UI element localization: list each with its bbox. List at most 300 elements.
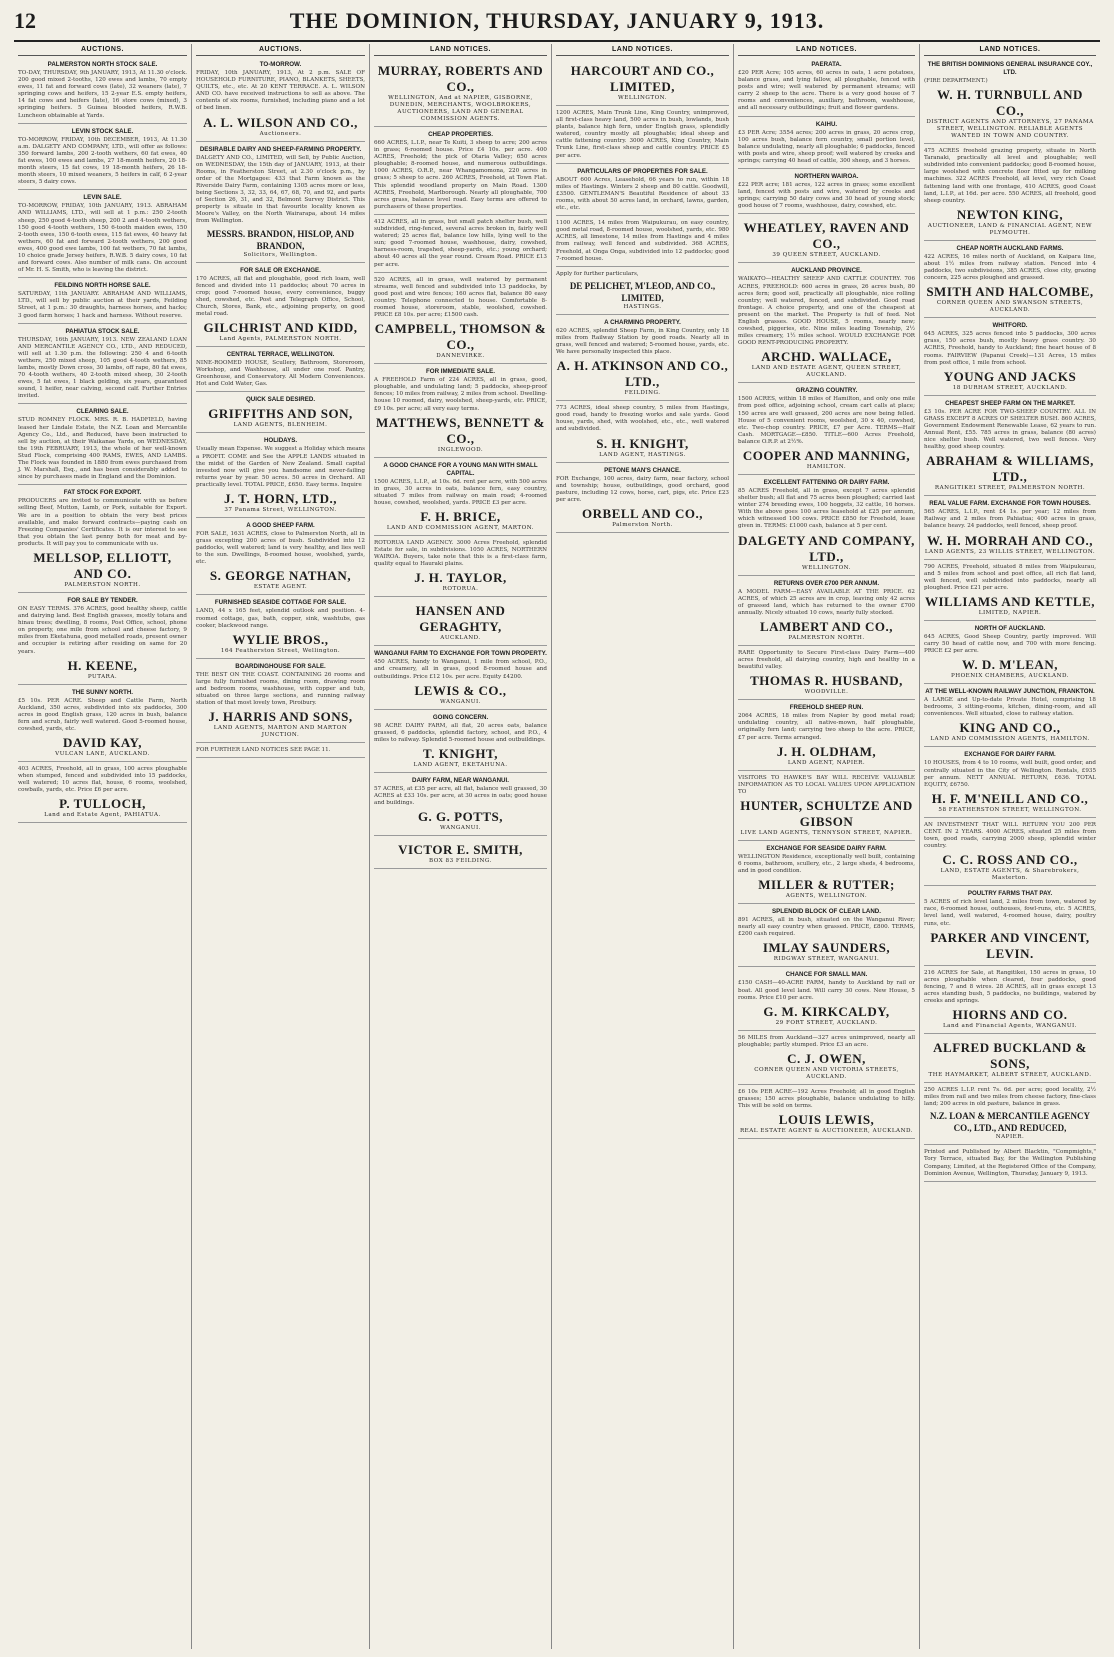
ad-address: 164 Featherston Street, Wellington. [220, 647, 341, 654]
ad-body-text: 790 ACRES, Freehold, situated 8 miles from Waipukurau, and 5 miles from school and post office, all rich flat land, well fenced, well subdivided into paddocks, nearly all ploughed. Price £21 per acre. [924, 563, 1096, 591]
ad-body-text: 57 ACRES, at £35 per acre, all flat, balance well grassed, 30 ACRES at £33 10s. per acre, at 30 acres in oats; good house and buildings. [374, 785, 547, 807]
ad-body-text: VISITORS TO HAWKE'S BAY WILL RECEIVE VALUABLE INFORMATION AS TO LOCAL VALUES UPON APPLICATION TO [738, 774, 915, 795]
ad-address: PHOENIX CHAMBERS, AUCKLAND. [950, 673, 1070, 680]
ad-address: LAND AND ESTATE AGENT, QUEEN STREET, AUCKLAND. [751, 365, 902, 379]
ad-address: ESTATE AGENT. [253, 584, 308, 591]
ad-address: Auctioneers. [259, 130, 302, 137]
advertisement [18, 126, 187, 191]
ad-agent-name: IMLAY SAUNDERS, [762, 940, 891, 956]
ad-heading: THE BRITISH DOMINIONS GENERAL INSURANCE COY., LTD. [927, 61, 1093, 76]
ad-agent-name: MILLER & RUTTER; [758, 877, 895, 893]
ad-agent-name: ARCHD. WALLACE, [761, 349, 892, 365]
ad-body-text: Apply for further particulars, [556, 270, 639, 277]
ad-body-text: 1500 ACRES, L.I.P., at 10s. 6d. rent per acre, with 500 acres in grass, 30 acres in oats, balance fern, easy country, situated 7 miles from railway on main road; 4-roomed house, cowshed, woolshed, yards. PRICE £3 per acre. [374, 478, 547, 506]
ad-body-text: 56 MILES from Auckland—327 acres unimproved, nearly all ploughable; partly stumped. Price £3 an acre. [738, 1034, 915, 1048]
advertisement [374, 538, 547, 597]
ad-body-text: A FREEHOLD Farm of 224 ACRES, all in grass, good, ploughable, and undulating land; 5 paddocks, sheep-proof fences; 10 miles from railway, 2 miles from school. Dwelling-house 10 roomed, dairy, woolshed, sheep-yards, etc. PRICE, £9 10s. per acre; all very easy terms. [374, 377, 547, 412]
ad-heading: CHEAP NORTH AUCKLAND FARMS. [956, 244, 1064, 252]
ad-address: BOX 83 FEILDING. [429, 858, 492, 865]
ad-agent-name: C. J. OWEN, [787, 1050, 866, 1066]
ad-body-text: 645 ACRES, Good Sheep Country, partly improved. Will carry 50 head of cattle now, and 700 with more fencing. PRICE £2 per acre. [924, 633, 1096, 655]
ad-body-text: WELLINGTON Residence, exceptionally well built, containing 6 rooms, bathroom, scullery, etc., 2 large sheds, 4 bedrooms, and in good condition. [738, 853, 915, 875]
ad-body-text: A LARGE and Up-to-date Private Hotel, comprising 18 bedrooms, 3 sitting-rooms, kitchen, dining-room, and all conveniences. Well situated, close to railway station. [924, 697, 1096, 718]
ad-heading: PAHIATUA STOCK SALE. [65, 327, 140, 335]
ad-address: LIVE LAND AGENTS, TENNYSON STREET, NAPIER. [740, 829, 913, 836]
ad-body-text: £5 10s. PER ACRE. Sheep and Cattle Farm, North Auckland, 350 acres, subdivided into six paddocks, 300 acres in good English grass, 120 acres in bush, balance fern and scrub, fairly well watered. Good 5-roomed house, cowshed, yards, etc. [18, 697, 187, 732]
ad-agent-name: W. D. M'LEAN, [962, 657, 1058, 673]
ad-address: VULCAN LANE, AUCKLAND. [55, 751, 150, 758]
ad-agent-name: SMITH AND HALCOMBE, [926, 284, 1094, 300]
ad-heading: AT THE WELL-KNOWN RAILWAY JUNCTION, FRANKTON. [925, 688, 1095, 696]
ad-body-text: WAIKATO—HEALTHY SHEEP AND CATTLE COUNTRY. 706 ACRES, FREEHOLD: 600 acres in grass, 26 acres bush, 80 acres fern; good soil, practically all ploughable, nice rolling country; well watered, fenced, and subdivided. Good road frontage. A choice property, and one of the cheapest at present on the market. The Property is full of feed. Not English grasses. GOOD HOUSE, 5 rooms, nearly new; cowshed, piggeries, etc. Nine miles leading Township, 2½ miles creamery, 1½ miles school. WOULD EXCHANGE FOR GOOD RENT-PRODUCING PROPERTY. [738, 276, 915, 347]
advertisement [196, 661, 365, 743]
column-4 [552, 44, 734, 1649]
ad-heading: SPLENDID BLOCK OF CLEAR LAND. [772, 908, 881, 916]
advertisement [924, 398, 1096, 497]
advertisement [374, 648, 547, 709]
ad-address: 37 Panama Street, WELLINGTON. [224, 507, 337, 513]
ad-address: LAND AND COMMISSION AGENTS, HAMILTON. [930, 736, 1090, 743]
ad-body-text: TO-MORROW, FRIDAY, 10th DECEMBER, 1913, At 11.30 a.m. DALGETY AND COMPANY, LTD., will offer as follows: 350 forward lambs, 200 2-tooth wethers, 60 fat ewes, 40 fat ewes, 100 ewes and lambs, 27 18-month heifers, 20 18-month steers, 15 fat cows, 19 18-month heifers, 26 18-month steers, 10 mixed weaners, 5 heifers in calf, 6 2-year steers, 5 dairy cows. [18, 136, 187, 186]
ad-heading: LEVIN SALE. [83, 194, 122, 202]
advertisement [18, 487, 187, 593]
advertisement [374, 775, 547, 836]
advertisement [738, 969, 915, 1030]
ad-agent-name: HANSEN AND GERAGHTY, [415, 603, 506, 635]
advertisement [196, 394, 365, 433]
ad-body-text: PRODUCERS are invited to communicate with us before selling Beef, Mutton, Lamb, or Pork, suitable for Export. We are in a position to obtain the very best prices available, and make forward contracts—paying cash on Freezing Companies' Certificates. It is our interest to see that you obtain the last penny both for meat and by-products. It will pay you to communicate with us. [18, 498, 187, 547]
ad-address: AUCKLAND. [440, 635, 481, 642]
ad-address: DANNEVIRKE. [436, 353, 485, 360]
advertisement [738, 216, 915, 263]
ad-body-text: 645 ACRES, 325 acres fenced into 5 paddocks, 300 acres grass, 150 acres bush, mostly heavy grass country. 30 ACRES, Freehold, handy to Auckland; fine heart house of 8 rooms. FAIRVIEW (Papanui Creek)—131 Acres, 15 miles from post office, 1 mile from school. [924, 331, 1096, 366]
advertisement [738, 385, 915, 475]
ad-heading: RETURNS OVER £700 PER ANNUM. [773, 579, 880, 587]
ad-heading: THE SUNNY NORTH. [71, 688, 134, 696]
ad-agent-name: G. G. POTTS, [417, 809, 504, 825]
ad-heading: FEILDING NORTH HORSE SALE. [54, 282, 151, 290]
advertisement [738, 171, 915, 214]
advertisement [374, 129, 547, 215]
ad-address: WANGANUI. [439, 825, 481, 832]
advertisement [924, 623, 1096, 684]
ad-heading: KAIHU. [815, 120, 838, 128]
ad-heading: WANGANUI FARM TO EXCHANGE FOR TOWN PROPERTY. [374, 650, 547, 658]
advertisement [738, 265, 915, 383]
ad-address: PALMERSTON NORTH. [788, 634, 865, 641]
ad-address: AGENTS, WELLINGTON. [785, 893, 868, 900]
advertisement [738, 702, 915, 770]
advertisement [18, 326, 187, 405]
ad-address: 58 FEATHERSTON STREET, WELLINGTON. [938, 806, 1082, 813]
ad-body-text: LAND, 44 x 165 feet, splendid outlook and position. 4-roomed cottage, gas, bath, copper, sink, washtubs, gas cooker, blackwood range. [196, 608, 365, 629]
advertisement [556, 108, 729, 164]
ad-heading: GRAZING COUNTRY. [795, 387, 858, 395]
advertisement [374, 217, 547, 273]
ad-address: WOODVILLE. [804, 689, 849, 696]
ad-heading: HOLIDAYS. [263, 437, 298, 445]
ad-body-text: TO-MORROW, FRIDAY, 10th JANUARY, 1913. ABRAHAM AND WILLIAMS, LTD., will sell at 1 p.m.: 250 2-tooth sheep, 250 good 4-tooth sheep, 200 2 and 4-tooth wethers, 150 good 4-tooth wethers, 150 6-tooth maiden ewes, 150 2-tooth ewes, 150 6-tooth ewes, 115 fat ewes, 40 heavy fat wethers, 60 fat and forward 2-tooth wethers, 200 good ewes, 400 good ewe lambs, 100 fat wethers, 70 fat lambs, 10 choice grade Jersey heifers, R.W.B. 5 dairy cows, 10 fat and forward cows. Also number of milk cans. On account of Mr. H. S. Smith, who is leaving the district. [18, 203, 187, 274]
ad-agent-name: LOUIS LEWIS, [778, 1112, 875, 1128]
advertisement [374, 275, 547, 365]
advertisement [196, 745, 365, 758]
ad-address: LAND AGENT, HASTINGS. [599, 451, 686, 458]
ad-address: RANGITIKEI STREET, PALMERSTON NORTH. [934, 485, 1086, 492]
ad-agent-name: G. M. KIRKCALDY, [763, 1003, 890, 1019]
ad-heading: DESIRABLE DAIRY AND SHEEP-FARMING PROPERTY. [199, 145, 362, 153]
ad-address: LAND AGENTS, BLENHEIM. [233, 422, 328, 429]
ad-agent-name: MATTHEWS, BENNETT & CO., [375, 414, 546, 446]
ad-address: Land and Financial Agents, WANGANUI. [942, 1023, 1078, 1030]
ad-agent-name: HARCOURT AND CO., LIMITED, [570, 63, 715, 94]
ad-agent-name: LEWIS & CO., [414, 682, 507, 698]
ad-heading: BOARDINGHOUSE FOR SALE. [235, 662, 326, 670]
ad-body-text: 10 HOUSES, from 4 to 10 rooms, well built, good order, and centrally situated in the City of Wellington. Rentals, £935 per annum. NETT ANNUAL RETURN, £636. TOTAL EQUITY, £6750. [924, 760, 1096, 788]
ad-heading: A GOOD CHANCE FOR A YOUNG MAN WITH SMALL CAPITAL. [383, 461, 538, 477]
advertisement [196, 520, 365, 595]
ad-address: LAND AGENTS, 23 WILLIS STREET, WELLINGTON. [924, 548, 1096, 555]
ad-address: LIMITED, NAPIER. [978, 609, 1042, 616]
ad-agent-name: YOUNG AND JACKS [943, 368, 1077, 384]
advertisement [556, 269, 729, 315]
advertisement [738, 843, 915, 904]
ad-address: ROTORUA. [442, 586, 479, 593]
ad-agent-name: N.Z. LOAN & MERCANTILE AGENCY CO., LTD., AND REDUCED, [929, 1111, 1090, 1134]
ad-agent-name: MURRAY, ROBERTS AND CO., [377, 63, 544, 94]
ad-address: Land Agents, PALMERSTON NORTH. [219, 336, 342, 343]
advertisement [924, 686, 1096, 747]
ad-heading: PETONE MAN'S CHANCE. [604, 466, 681, 474]
ad-agent-name: H. F. M'NEILL AND CO., [931, 790, 1089, 806]
newspaper-title: THE DOMINION, THURSDAY, JANUARY 9, 1913. [289, 8, 825, 33]
ad-agent-name: CAMPBELL, THOMSON & CO., [374, 321, 547, 353]
ad-body-text: FRIDAY, 10th JANUARY, 1913, At 2 p.m. SALE OF HOUSEHOLD FURNITURE, PIANO, BLANKETS, SHEETS, QUILTS, etc., etc. At 20 KENT TERRACE. A. L. WILSON AND CO. have received instructions to sell as above. The contents of six rooms, furnished, including piano and a lot of bed linen. [196, 70, 365, 112]
advertisement [374, 366, 547, 457]
ad-agent-name: MELLSOP, ELLIOTT, AND CO. [33, 549, 172, 581]
masthead [14, 6, 1100, 42]
ad-heading: CLEARING SALE. [76, 408, 129, 416]
ad-agent-name: THOMAS R. HUSBAND, [750, 673, 903, 689]
ad-agent-name: MESSRS. BRANDON, HISLOP, AND BRANDON, [206, 228, 355, 251]
ad-address: LAND AND COMMISSION AGENT, MARTON. [386, 525, 535, 531]
ad-heading: EXCELLENT FATTENING OR DAIRY FARM. [763, 479, 890, 486]
ad-body-text: ON EASY TERMS. 376 ACRES, good healthy sheep, cattle and dairying land. Best English grasses, mostly totara and hinau trees; dwelling, 8 rooms, Post Office, school, phone on property, one mile from school and cheese factory, 9 miles from Eketahuna, good metalled roads, present owner and occupier is retiring after residing on same for 20 years. [18, 605, 187, 655]
page-number: 12 [14, 8, 36, 33]
advertisement [18, 764, 187, 823]
advertisement [738, 906, 915, 967]
ad-address: Palmerston North. [612, 521, 673, 528]
ad-body-text: Usually mean Expense. We suggest a Holiday which means a PROFIT. COME and See the APPLE LANDS situated in the midst of the Garden of New Zealand. Small capital invested now will give you handsome and never-failing returns year by year. 50 acres. 50 acres in Orchard. All practically level. TOTAL PRICE, £650. Easy terms. Inquire [196, 446, 365, 488]
advertisement [924, 968, 1096, 1034]
ad-agent-name: COOPER AND MANNING, [742, 448, 911, 463]
ad-body-text: 422 ACRES, 16 miles north of Auckland, on Kaipara line, about 1½ miles from railway station. Fenced into 4 paddocks, two subdivisions, 385 ACRES, close city, grazing concern, 225 acres ploughed and grassed. [924, 253, 1096, 282]
ad-agent-name: J. H. TAYLOR, [414, 570, 507, 586]
ad-agent-name: NEWTON KING, [956, 206, 1064, 222]
column-3 [370, 44, 552, 1649]
advertisement [374, 460, 547, 536]
advertisement [18, 192, 187, 278]
ad-address: LAND, ESTATE AGENTS, & Sharebrokers, Masterton. [940, 868, 1080, 882]
advertisement [924, 888, 1096, 965]
ad-body-text: 773 ACRES, ideal sheep country, 5 miles from Hastings, good road, handy to freezing works and sale yards. Good house, yards, shed, with woolshed, etc., etc., well watered and subdivided. [556, 405, 729, 433]
ad-body-text: 412 ACRES, all in grass, but small patch shelter bush, well subdivided, ring-fenced, several acres broken in, fairly well watered; 25 acres flat, balance low hills, lying well to the sun; good 7-roomed house, washhouse, dairy, cowshed, harness-room, trapshed, sheep-yards, etc.; young orchard; about 40 acres all the year round. Cream Road. PRICE £13 per acre. [374, 218, 547, 268]
ad-address: PALMERSTON NORTH. [64, 581, 141, 588]
ad-heading: FOR IMMEDIATE SALE. [426, 368, 495, 376]
advertisement [196, 597, 365, 658]
ad-body-text: 170 ACRES, all flat and ploughable, good rich loam, well fenced and divided into 11 paddocks; about 70 acres in crop; good 7-roomed house, every convenience, buggy shed, cowshed, etc. Post and Telegraph Office, School, Church, Stores, Bank, etc., adjoining property, on good metal road. [196, 275, 365, 317]
advertisement [556, 403, 729, 462]
ad-body-text: 660 ACRES, L.I.P., near Te Kuiti, 3 sheep to acre; 200 acres in grass; 6-roomed house. Price £4 10s. per acre. 400 ACRES, Freehold; the pick of Otaria Valley; 650 acres ploughable; 8-roomed house, and numerous outbuildings. 1000 ACRES, O.R.P., near Whangamomona, 220 acres in grass; 5 sheep to acre. 260 ACRES, Freehold, at Town Flat. This splendid woodland property on Main Road. 1300 ACRES, Freehold, Marlborough. Nearly all ploughable, 700 acres grass, balance level road. Easy terms are offered to purchasers of these properties. [374, 140, 547, 210]
ad-body-text: FOR FURTHER LAND NOTICES SEE PAGE 11. [196, 747, 331, 754]
advertisement [738, 119, 915, 169]
ad-body-text: £3 10s. PER ACRE FOR TWO-SHEEP COUNTRY. ALL IN GRASS EXCEPT 8 ACRES OF SHELTER BUSH. 860 ACRES, Government Endowment Renewable Lease, 62 years to run. Annual Rent, £55. 785 acres in grass, balance (80 acres) nice shelter bush. Well watered, two well fences. Very healthy, good sheep country. [924, 408, 1096, 451]
advertisement [924, 1036, 1096, 1083]
advertisement [374, 712, 547, 773]
advertisement [18, 595, 187, 685]
ad-heading: PAERATA. [811, 61, 842, 68]
ad-heading: CHANCE FOR SMALL MAN. [785, 971, 868, 979]
column-6 [920, 44, 1100, 1649]
ad-agent-name: W. H. MORRAH AND CO., [926, 532, 1094, 548]
advertisement [196, 144, 365, 263]
ad-heading: CENTRAL TERRACE, WELLINGTON. [226, 351, 335, 359]
ad-body-text: 1500 ACRES, within 18 miles of Hamilton, and only one mile from post office, adjoining school, cream cart calls at place; 150 acres are well grassed, 200 acres are now being felled. House of 5 convenient rooms, woolshed, 30 x 40, cowshed, etc. Two-chop country. PRICE, £7 per Acre. TERMS—Half Cash. MORTGAGE—£850. TITLE—600 Acres Freehold, balance O.R.P. at 2½%. [738, 396, 915, 445]
ad-heading: A CHARMING PROPERTY. [604, 318, 681, 326]
advertisement [556, 317, 729, 401]
advertisement [196, 59, 365, 142]
ad-address: THE HAYMARKET, ALBERT STREET, AUCKLAND. [928, 1072, 1092, 1079]
ad-agent-name: F. H. BRICE, [420, 509, 501, 524]
ad-heading: A GOOD SHEEP FARM. [246, 522, 315, 529]
ad-heading: FAT STOCK FOR EXPORT. [63, 489, 142, 497]
ad-agent-name: W. H. TURNBULL AND CO., [937, 87, 1083, 119]
ad-heading: CHEAP PROPERTIES. [428, 131, 493, 138]
ad-body-text: ROTORUA LAND AGENCY. 3000 Acres Freehold, splendid Estate for sale, in subdivisions. 1050 ACRES, NORTHERN WAIROA. Buyers, take note that this is a first-class farm, quality equal to Hauraki plains. [374, 540, 547, 568]
ad-heading: NORTHERN WAIROA. [794, 173, 859, 181]
ad-agent-name: GRIFFITHS AND SON, [208, 406, 353, 422]
ad-body-text: £20 PER Acre; 105 acres, 60 acres in oats, 1 acre potatoes, balance grass, and lying fallow, all ploughable, fenced with posts and wire; well watered by permanent streams; will carry 2 sheep to the acre. There is a very good house of 7 rooms and conveniences, auxiliary, bathroom, washhouse, and all necessary outbuildings; fruit and flower gardens. [738, 70, 915, 112]
ad-agent-name: ABRAHAM & WILLIAMS, LTD., [926, 453, 1094, 485]
ad-agent-name: A. H. ATKINSON AND CO., LTD., [556, 358, 729, 390]
ad-heading: FOR SALE BY TENDER. [67, 596, 138, 604]
ad-body-text: 475 ACRES freehold grazing property, situate in North Taranaki, practically all level and ploughable; well subdivided into convenient paddocks; good 8-roomed house, large woolshed with concrete floor fitted up for milking machines. 322 ACRES Freehold, all level, very rich Coast fattening land with one frontage, 410 ACRES, good Coast land, L.I.P., at 16d. per acre. 550 ACRES, all freehold, good sheep country. [924, 148, 1096, 204]
ad-address: LAND AGENT, NAPIER. [787, 759, 866, 766]
ad-address: Solicitors, Wellington. [243, 251, 318, 258]
column-5 [734, 44, 920, 1649]
ad-body-text: FOR SALE, 1631 ACRES, close to Palmerston North, all in grass excepting 200 acres of bush. Subdivided into 12 paddocks, well watered; land is very healthy, and lies well to the sun. Dwellings, 8-roomed house, woolshed, yards, etc. [196, 531, 365, 566]
advertisement [738, 59, 915, 117]
ad-heading: NORTH OF AUCKLAND. [974, 624, 1046, 632]
ad-body-text: THE BEST ON THE COAST. CONTAINING 26 rooms and large fully furnished rooms, dining room, drawing room and bedroom rooms, washhouse, with copper and tub, situated on three large sections, and running railway station of that most lovely town, Piroibury. [196, 671, 365, 707]
ad-agent-name: HIORNS AND CO. [952, 1007, 1068, 1023]
ad-address: LAND AGENT, EKETAHUNA. [413, 761, 508, 768]
ad-body-text: STUD ROMNEY FLOCK. MRS. R. B. HADFIELD, having leased her Lindale Estate, the N.Z. Loan and Mercantile Agency Co., Ltd., and Reduced, have been instructed to sell by auction, at their Waikanae Yards, on WEDNESDAY, the 19th FEBRUARY, 1913, the whole of her well-known Stud Flock, comprising 400 RAMS, EWES, AND LAMBS. The Flock was founded in 1880 from ewes purchased from J. W. Marshall, Esq., and has been considerably added to since by purchases made in England and the Dominion. [18, 417, 187, 481]
ad-body-text: A MODEL FARM—EASY AVAILABLE AT THE PRICE. 62 ACRES, of which 25 acres are in crop, leaving only 42 acres of grassed land, which has returned to the owner £700 annually. Nicely situated 10 cows, nearly fully stocked. [738, 588, 915, 616]
ad-address: HASTINGS. [623, 303, 662, 310]
ad-address: CORNER QUEEN AND SWANSON STREETS, AUCKLAND. [936, 300, 1084, 314]
ad-body-text: NINE-ROOMED HOUSE, Scullery, Bathroom, Storeroom, Workshop, and Washhouse, all under one roof. Pantry, Greenhouse, and Conservatory. All Modern Conveniences. Hot and Cold Water, Gas. [196, 360, 365, 388]
advertisement [196, 265, 365, 348]
ad-agent-name: ORBELL AND CO., [582, 505, 703, 521]
ad-address: REAL ESTATE AGENT & AUCTIONEER, AUCKLAND. [739, 1128, 914, 1135]
advertisement [556, 166, 729, 216]
columns-container [14, 44, 1100, 1649]
advertisement [18, 59, 187, 124]
ad-heading: GOING CONCERN. [432, 713, 489, 721]
advertisement [738, 773, 915, 841]
ad-agent-name: DAVID KAY, [63, 735, 142, 751]
ad-address: RIDGWAY STREET, WANGANUI. [773, 956, 880, 963]
ad-agent-name: J. T. HORN, LTD., [223, 491, 337, 506]
ad-address: INGLEWOOD. [437, 446, 484, 453]
ad-agent-name: S. GEORGE NATHAN, [209, 568, 352, 584]
ad-body-text: 620 ACRES, splendid Sheep Farm, in King Country, only 18 miles from Railway Station by good roads. Nearly all in grass, well fenced and watered; 5-roomed house, yards, etc. We have personally inspected this place. [556, 327, 729, 356]
ad-body-text: THURSDAY, 16th JANUARY, 1913. NEW ZEALAND LOAN AND MERCANTILE AGENCY CO., LTD., AND REDUCED, will sell at 1.30 p.m. the following: 250 4 and 6-tooth wethers, 250 mixed sheep, 105 good 4-tooth wethers, 85 lambs, mostly Down cross, 30 lambs, off rape, 80 fat ewes, 70 4-tooth wethers, 40 2-tooth mixed sheep, 30 2-tooth ewes, 5 fat ewes, 1 black gelding, six years, guaranteed sound, 1 heifer, near calving, second calf. Further Entries invited. [18, 336, 187, 400]
ad-address: DISTRICT AGENTS AND ATTORNEYS, 27 PANAMA STREET, WELLINGTON. RELIABLE AGENTS WANTED IN TOWN AND COUNTRY. [926, 119, 1094, 140]
ad-body-text: FOR Exchange, 100 acres, dairy farm, near factory, school and township; house, outbuildings, good orchard, good pasture, including 12 cows, horse, cart, pigs, etc. Price £23 per acre. [556, 475, 729, 503]
ad-body-text: AN INVESTMENT THAT WILL RETURN YOU 200 PER CENT. IN 2 YEARS. 4000 ACRES, situated 25 miles from town, good roads, carrying 2000 sheep, splendid winter country. [924, 821, 1096, 850]
ad-body-text: ABOUT 600 Acres, Leasehold, 66 years to run, within 18 miles of Hastings. Winters 2 sheep and 80 cattle. Goodwill, £3500. GENTLEMAN'S Beautiful Residence of about 33 rooms, with about 50 acres land, in orchard, lawns, garden, etc., etc. [556, 176, 729, 212]
column-heading: LAND NOTICES. [556, 44, 729, 56]
advertisement [18, 687, 187, 762]
ad-address: PUTARA. [87, 673, 118, 680]
ad-heading: LEVIN STOCK SALE. [71, 127, 134, 135]
ad-heading: AUCKLAND PROVINCE. [791, 267, 862, 275]
advertisement [556, 218, 729, 267]
ad-address: Land and Estate Agent, PAHIATUA. [44, 812, 161, 819]
advertisement [738, 648, 915, 700]
ad-agent-name: S. H. KNIGHT, [596, 435, 689, 451]
advertisement [924, 1147, 1096, 1181]
ad-body-text: DALGETY AND CO., LIMITED, will Sell, by Public Auction, on WEDNESDAY, the 15th day of JANUARY, 1913, at their Rooms, in Featherston Street, at 2.30 o'clock p.m., by order of the Mortgagee: 433 that Farm known as the Riverside Dairy Farm, containing 1305 acres more or less, being Sections 3, 32, 33, 64, 67, 68, 70, and 92, and parts of Section 26, 31, and 32, Belmont Survey District. This property is situate in that favourite locality known as Moore's Valley, on the North Wairarapa, about 14 miles from Wellington. [196, 154, 365, 225]
ad-heading: FOR SALE OR EXCHANGE. [240, 266, 321, 274]
ad-heading: PALMERSTON NORTH STOCK SALE. [47, 61, 158, 68]
advertisement [738, 1033, 915, 1085]
advertisement [924, 243, 1096, 318]
ad-body-text: 85 ACRES Freehold, all in grass, except 7 acres splendid shelter bush; all flat and 75 acres been ploughed; carried last winter 274 breeding ewes, 100 hoggets, 32 cattle, 16 horses. With the above goes 100 acres leasehold at £25 per annum, which witnessed 100 cows. PRICE £850 for Freehold, lease given in. TERMS: £1000 cash, balance at 5 per cent. [738, 488, 915, 530]
advertisement [18, 280, 187, 323]
ad-agent-name: WILLIAMS AND KETTLE, [924, 593, 1095, 609]
ad-agent-name: ALFRED BUCKLAND & SONS, [933, 1040, 1087, 1072]
column-heading: AUCTIONS. [18, 44, 187, 56]
ad-heading: REAL VALUE FARM. EXCHANGE FOR TOWN HOUSES. [929, 500, 1091, 508]
ad-address: WELLINGTON. [802, 564, 851, 571]
ad-agent-name: DE PELICHET, M'LEOD, AND CO., LIMITED, [569, 280, 716, 303]
ad-heading: PARTICULARS OF PROPERTIES FOR SALE. [577, 167, 708, 175]
ad-heading: EXCHANGE FOR DAIRY FARM. [964, 751, 1056, 759]
ad-body-text: Printed and Published by Albert Blacktin, "Compmights," Tory Terrace, situated Bay, for the Wellington Publishing Company, Limited, at the Registered Office of the Company, Dominion Avenue, Wellington, Thursday, January 9, 1913. [924, 1149, 1096, 1177]
ad-heading: EXCHANGE FOR SEASIDE DAIRY FARM. [766, 844, 887, 852]
advertisement [374, 599, 547, 646]
ad-body-text: £150 CASH—40-ACRE FARM, handy to Auckland by rail or boat. All good level land. Will carry 30 cows. New House, 5 rooms. Price £10 per acre. [738, 980, 915, 1001]
ad-body-text: 1200 ACRES, Main Trunk Line, King Country, unimproved, all first-class heavy land, 500 acres in bush, lowlands, bush plants, balance high fern, under English grass, splendidly watered, country mostly all ploughable; ideal sheep and cattle fattening country. 3000 ACRES, King Country, Main Trunk Line, first-class sheep and cattle country. PRICE £5 per acre. [556, 110, 729, 159]
advertisement [556, 465, 729, 533]
column-heading: LAND NOTICES. [374, 44, 547, 56]
ad-heading: WHITFORD. [992, 322, 1028, 330]
ad-address: WANGANUI. [439, 698, 481, 705]
ad-agent-name: WYLIE BROS., [232, 631, 329, 647]
ad-address: 29 FORT STREET, AUCKLAND. [775, 1019, 878, 1026]
ad-address: FEILDING. [624, 390, 661, 397]
ad-agent-name: DALGETY AND COMPANY, LTD., [738, 532, 915, 564]
advertisement [924, 820, 1096, 886]
ad-agent-name: GILCHRIST AND KIDD, [203, 320, 358, 336]
ad-address: CORNER QUEEN AND VICTORIA STREETS, AUCKLAND. [754, 1066, 899, 1080]
advertisement [738, 578, 915, 646]
ad-agent-name: VICTOR E. SMITH, [398, 842, 523, 858]
ad-address: 18 DURHAM STREET, AUCKLAND. [952, 384, 1068, 391]
advertisement [924, 320, 1096, 395]
ad-body-text: TO-DAY, THURSDAY, 9th JANUARY, 1913, At 11.30 o'clock. 200 good mixed 2-tooths, 120 ewes and lambs, 70 empty ewes, 11 fat and forward cows (late), 32 weaners (late), 7 springing cows and heifers, 15 2-year E.S. empty heifers, 14 fat cows and heifers (late), 16 store cows (mixed), 3 springing heifers. 5 Guinea blooded heifers, R.W.B. Luncheon obtainable at Yards. [18, 70, 187, 119]
ad-address: WELLINGTON. [618, 95, 667, 101]
column-1 [14, 44, 192, 1649]
ad-body-text: £6 10s PER ACRE—192 Acres Freehold; all in good English grasses; 150 acres ploughable, balance undulating to hilly. This will be sold on terms. [738, 1088, 915, 1110]
ad-body-text: £22 PER acre; 181 acres, 122 acres in grass; some excellent land, fenced with posts and wire, watered by creeks and springs; carrying 50 dairy cows and 30 head of young stock; good house of 7 rooms, washhouse, dairy, cowshed, etc. [738, 182, 915, 210]
advertisement [196, 435, 365, 518]
ad-heading: FURNISHED SEASIDE COTTAGE FOR SALE. [214, 599, 347, 607]
ad-address: HAMILTON. [806, 464, 847, 470]
ad-agent-name: H. KEENE, [67, 657, 138, 673]
ad-body-text: 2064 ACRES, 18 miles from Napier by good metal road; undulating country, all native-mown, half ploughable, originally fern land; carrying two sheep to the acre. PRICE, £7 per acre. Terms arranged. [738, 713, 915, 741]
ad-body-text: 520 ACRES, all in grass, well watered by permanent streams, well fenced and subdivided into 13 paddocks, by good post and wire fences; 160 acres flat, balance 80 easy country. Telephone connected to house. Comfortable 8-roomed house, storeroom, stable, woolshed, cowshed. PRICE £8 10s. per acre; £1500 cash. [374, 276, 547, 319]
advertisement [738, 477, 915, 576]
advertisement [18, 406, 187, 485]
ad-body-text: 1100 ACRES, 14 miles from Waipukurau, on easy country, good metal road, 8-roomed house, woolshed, yards, etc. 980 ACRES, all limestone, 14 miles from Hastings and 4 miles from railway, well fenced and subdivided. 368 ACRES, Freehold, at Onga Onga, subdivided into 12 paddocks; good 7-roomed house. [556, 220, 729, 262]
column-2 [192, 44, 370, 1649]
ad-agent-name: HUNTER, SCHULTZE AND GIBSON [740, 797, 913, 829]
ad-body-text: SATURDAY, 11th JANUARY. ABRAHAM AND WILLIAMS, LTD., will sell by public auction at their yards, Feilding Street, at 1 p.m.: 30 draughts, harness horses, and hacks; 3 good farm horses; 1 hack and harness. Without reserve. [18, 291, 187, 319]
ad-heading: QUICK SALE DESIRED. [245, 396, 316, 404]
ad-body-text: 216 ACRES for Sale, at Rangitikei, 150 acres in grass, 10 acres ploughable when cleared, four paddocks, good fencing, 7 and 8 wires. 28 ACRES, all in grass except 13 acres standing bush, 5 paddocks, no buildings, watered by creeks and springs. [924, 969, 1096, 1004]
ad-body-text: 565 ACRES, L.I.P., rent £4 1s. per year; 12 miles from Railway and 2 miles from Pahiatua; 400 acres in grass, balance heavy. 24 paddocks, well fenced, sheep proof. [924, 509, 1096, 530]
ad-heading: TO-MORROW. [259, 61, 302, 68]
advertisement [374, 59, 547, 127]
advertisement [924, 146, 1096, 241]
ad-heading: FREEHOLD SHEEP RUN. [789, 704, 864, 712]
ad-agent-name: P. TULLOCH, [59, 796, 146, 812]
ad-agent-name: C. C. ROSS AND CO., [942, 852, 1078, 868]
ad-address: AUCTIONEER, LAND & FINANCIAL AGENT, NEW PLYMOUTH. [927, 222, 1093, 236]
advertisement [924, 562, 1096, 621]
ad-address: 39 QUEEN STREET, AUCKLAND. [772, 252, 881, 259]
ad-body-text: RARE Opportunity to Secure First-class Dairy Farm—400 acres freehold, all dairying country, high and healthy in a beautiful valley. [738, 649, 915, 671]
advertisement [374, 838, 547, 869]
ad-body-text: 403 ACRES, Freehold, all in grass, 100 acres ploughable when stumped, fenced and subdivided into 15 paddocks, well watered; 10 acres flat, house, 6 rooms, woolshed, cowbails, yards, etc. Price £6 per acre. [18, 766, 187, 794]
advertisement [924, 498, 1096, 559]
ad-agent-name: A. L. WILSON AND CO., [203, 114, 358, 130]
ad-agent-name: LAMBERT AND CO., [760, 618, 893, 634]
ad-agent-name: J. HARRIS AND SONS, [208, 709, 353, 725]
ad-heading: CHEAPEST SHEEP FARM ON THE MARKET. [945, 399, 1075, 407]
ad-body-text: 250 ACRES L.I.P. rent 7s. 6d. per acre; good locality, 2½ miles from rail and two miles from cheese factory, fine-class land; 200 acres in old pasture, balance in grass. [924, 1087, 1096, 1108]
ad-body-text: 891 ACRES, all in bush, situated on the Wanganui River; nearly all easy country when grassed. PRICE, £800. TERMS, £200 cash required. [738, 917, 915, 938]
advertisement [924, 749, 1096, 817]
column-heading: AUCTIONS. [196, 44, 365, 56]
column-heading: LAND NOTICES. [924, 44, 1096, 56]
advertisement [924, 59, 1096, 144]
ad-agent-name: WHEATLEY, RAVEN AND CO., [743, 220, 910, 252]
ad-agent-name: PARKER AND VINCENT, LEVIN. [930, 929, 1090, 961]
ad-agent-name: T. KNIGHT, [423, 745, 498, 761]
ad-body-text: 450 ACRES, handy to Wanganui, 1 mile from school, P.O., and creamery, all in grass, good 8-roomed house and outbuildings. Price £12 10s. per acre. Equity £4200. [374, 659, 547, 680]
advertisement [556, 59, 729, 106]
ad-address: WELLINGTON, And at NAPIER, GISBORNE, DUNEDIN, MERCHANTS, WOOLBROKERS, AUCTIONEERS, LAND AND GENERAL COMMISSION AGENTS. [388, 95, 533, 122]
ad-heading: DAIRY FARM, NEAR WANGANUI. [412, 776, 509, 784]
ad-agent-name: KING AND CO., [959, 720, 1061, 736]
ad-body-text: £3 PER Acre; 3554 acres; 200 acres in grass, 20 acres crop, 100 acres bush, balance fern country, small portion level, balance undulating, nearly all ploughable; 6 paddocks, fenced with posts and wire, sheep proof; well watered by creeks and springs; carrying 40 head of cattle, 300 sheep, and 3 horses. [738, 129, 915, 164]
ad-address: LAND AGENTS, MARTON AND MARTON JUNCTION. [213, 725, 348, 739]
ad-body-text: 98 ACRE DAIRY FARM, all flat, 20 acres oats, balance grassed, 6 paddocks, splendid factory, school, and P.O., 4 miles to railway. Splendid 5-roomed house and outbuildings. [374, 722, 547, 743]
